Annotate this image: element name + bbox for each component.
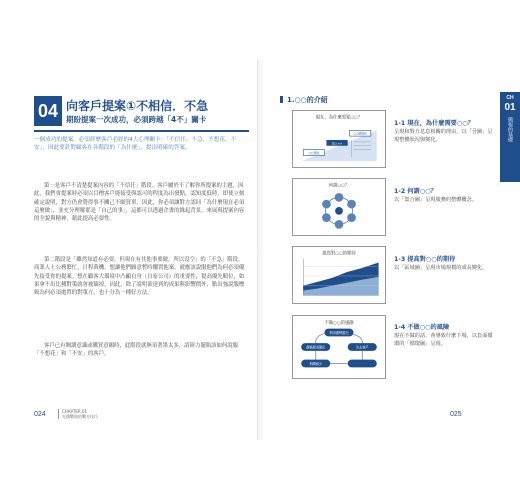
cycle-diagram	[293, 316, 385, 378]
section-title: 向客戶提案①不相信．不急	[66, 99, 209, 113]
body-paragraph-3: 客戶已有閱讀意識或購買意願時，此階段就無須著墨太多，請辯力擺瓶該如何說服「不想花」和「不安」的客戶。	[34, 343, 239, 358]
fig2-title: 何謂○○？	[328, 183, 350, 189]
chapter-tab-ch: CH	[506, 95, 514, 101]
chapter-tab-text: 簡報的基礎	[507, 117, 513, 142]
hub-diagram	[293, 179, 385, 235]
page-number-left: 024	[34, 411, 46, 418]
lead-paragraph: 一個成功的提案，必須經歷客戶必經的4大心理關卡：「不信任、不急、不想花、不安」，因此要針對顧客在各階段的「為什麼」，提出明確的答案。	[34, 137, 237, 151]
section-subtitle: 期盼提案一次成功，必須跨越「4不」關卡	[66, 115, 207, 124]
fig3-title: 提高對○○的期待	[322, 251, 356, 257]
body-paragraph-1: 第一是客戶不清楚提案內容的「不信任」階段。客戶屬於不了解你所提案的主題，因此，我們會提案時必須以目標客戶能接受與認可的程度為出發點，認知度低時，即使立刻確定說明，對方仍會覺得事不關己不願買單，因此，你必須讓對方認同「為什麼現在必須這麼做」，並充分理解那是「自己的事」，這都可以透過企畫的緣起背景，來展現提案內容的全貌與精神，藉此提高必要性。	[34, 183, 245, 223]
figure-what-is	[292, 178, 386, 236]
section-header	[34, 96, 234, 128]
area-chart	[293, 247, 385, 303]
page-number-right: 025	[450, 411, 462, 418]
running-footer	[58, 409, 98, 419]
desc-4-heading: 1-4 不做○○的風險	[394, 324, 450, 331]
fig4-node-3: 失去客戶	[355, 345, 369, 350]
desc-3-text: 以「區域圖」呈現市場規模的成長變化。	[394, 265, 488, 271]
desc-3-heading: 1-3 提高對○○的期待	[394, 256, 456, 263]
header-rule	[34, 130, 249, 132]
chapter-tab-number: 01	[504, 102, 516, 113]
right-section-title	[280, 95, 328, 105]
desc-4	[394, 322, 494, 348]
fig1-label-3: ○○環境化	[353, 131, 368, 136]
desc-1-text: 呈現和對方息息相關的理由，以「금圖」呈現整體狀況與變化。	[394, 129, 493, 143]
desc-2	[394, 186, 494, 205]
right-section-title-text: 1.○○的介紹	[287, 96, 328, 104]
figure-expectation	[292, 246, 386, 304]
chapter-tab	[500, 92, 520, 182]
fig4-title: 不做○○的風險	[324, 320, 354, 326]
fig1-label-1: ○○環境	[308, 150, 320, 155]
fig4-node-2: 價格競爭激化	[306, 345, 326, 350]
section-number: 04	[34, 96, 62, 126]
fig1-title: 現在，為什麼需要○○？	[315, 115, 363, 121]
chapter-subtitle: 先懂戰場的戰方技巧	[62, 414, 98, 419]
desc-1-heading: 1-1 現在，為什麼需要○○？	[394, 120, 474, 127]
left-page	[14, 60, 258, 440]
title-bar	[280, 96, 283, 103]
staircase-diagram	[293, 111, 385, 167]
fig1-label-2: 加上××	[331, 141, 343, 146]
chapter-label: CHAPTER 01	[62, 409, 88, 414]
right-page	[264, 60, 506, 440]
fig4-node-1: 利用優勢勝出	[329, 330, 349, 335]
desc-3	[394, 254, 494, 273]
desc-4-text: 現在不做的話，會導致什麼下場，以負面循環的「循環圖」呈現。	[394, 333, 493, 347]
desc-2-text: 以「集合圖」呈現服務的整體概念。	[394, 197, 478, 203]
body-paragraph-2: 第二階段是「雖然知道有必要，但現在有其他事要做，所以沒空」的「不急」階段。商業人士公務繁忙，日程萬機，想讓他們願意暫時擱置他案，就應該說服他們為何必須優先接受你的提案。想在顧客大環境中凸顯自身（自家公司）的重要性，提高優先順位，如果拿不出比種對策就會被篩掉，因此，除了說明欲達到的成果與影響價外，點出強說服標級為何必須處置的對策方，也十分為一種好方法。	[34, 257, 245, 297]
figure-current-situation	[292, 110, 386, 168]
figure-risk	[292, 315, 386, 379]
desc-2-heading: 1-2 何謂○○？	[394, 188, 437, 195]
desc-1	[394, 118, 494, 144]
fig4-node-4: 利潤減少	[309, 361, 323, 366]
